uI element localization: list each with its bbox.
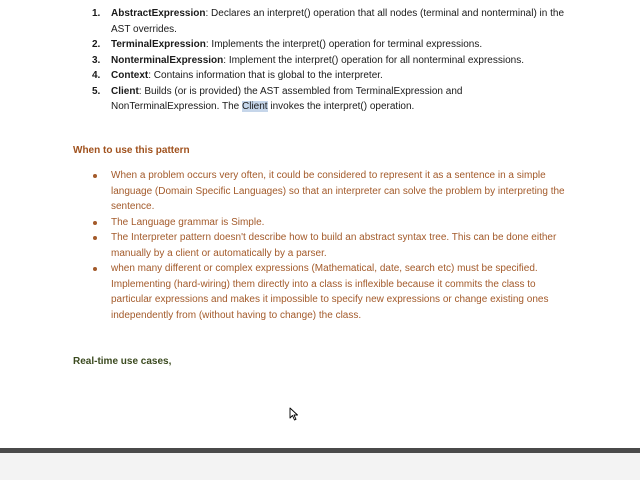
bullet-item <box>72 168 572 215</box>
bullet-icon <box>93 174 97 178</box>
section-heading: When to use this pattern <box>73 145 190 156</box>
item-number: 2. <box>92 39 101 50</box>
item-description: Implement the interpret() operation for all nonterminal expressions. <box>228 54 524 66</box>
bullet-icon <box>93 221 97 225</box>
item-number: 5. <box>92 85 101 97</box>
list-item <box>72 84 572 115</box>
item-separator: : <box>223 54 229 66</box>
list-item <box>72 53 572 69</box>
item-term: NonterminalExpression <box>111 54 224 66</box>
bullet-item <box>72 215 572 231</box>
realtime-heading: Real-time use cases, <box>73 356 172 367</box>
selected-text[interactable]: Client <box>242 101 268 112</box>
list-item <box>72 68 572 84</box>
item-description: Declares an interpret() operation that all nodes (terminal and nonterminal) in the AST overrides. <box>111 8 565 35</box>
bullet-text: The Interpreter pattern doesn't describe how to build an abstract syntax tree. This can be done either manually by a client or automatically by a parser. <box>111 232 557 259</box>
item-separator: : <box>205 39 212 50</box>
participants-list <box>72 6 572 115</box>
item-separator: : <box>138 85 145 97</box>
mouse-pointer-icon <box>289 407 299 421</box>
usage-bullet-list <box>72 168 572 323</box>
item-term: AbstractExpression <box>111 8 206 19</box>
item-description: Contains information that is global to the interpreter. <box>153 70 383 81</box>
list-item <box>72 6 572 37</box>
bullet-text: when many different or complex expressions (Mathematical, date, search etc) must be specified. Implementing (hard-wiring) them directly into a class is inflexible because it commits the class to particular expressions and makes it impossible to specify new expressions or change existing ones independently from (without having to change) the class. <box>111 263 549 321</box>
item-term: Client <box>111 85 139 97</box>
window-footer <box>0 453 640 480</box>
item-number: 1. <box>92 8 101 19</box>
bullet-item <box>72 230 572 261</box>
item-separator: : <box>148 70 154 81</box>
bullet-text: The Language grammar is Simple. <box>111 216 265 228</box>
item-separator: : <box>205 8 212 19</box>
bullet-icon <box>93 267 97 271</box>
list-item <box>72 37 572 53</box>
bullet-item <box>72 261 572 323</box>
item-number: 4. <box>92 70 101 81</box>
item-description: Builds (or is provided) the AST assembled from TerminalExpression and NonTerminalExpression. The <box>111 85 463 112</box>
item-description: Implements the interpret() operation for terminal expressions. <box>211 39 483 50</box>
item-number: 3. <box>92 54 101 66</box>
item-term: TerminalExpression <box>111 39 206 50</box>
bullet-icon <box>93 236 97 240</box>
bullet-text: When a problem occurs very often, it could be considered to represent it as a sentence in a simple language (Domain Specific Languages) so that an interpreter can solve the problem by interpreting the sentence. <box>111 170 565 212</box>
item-term: Context <box>111 70 149 81</box>
item-description-end: invokes the interpret() operation. <box>267 101 415 112</box>
